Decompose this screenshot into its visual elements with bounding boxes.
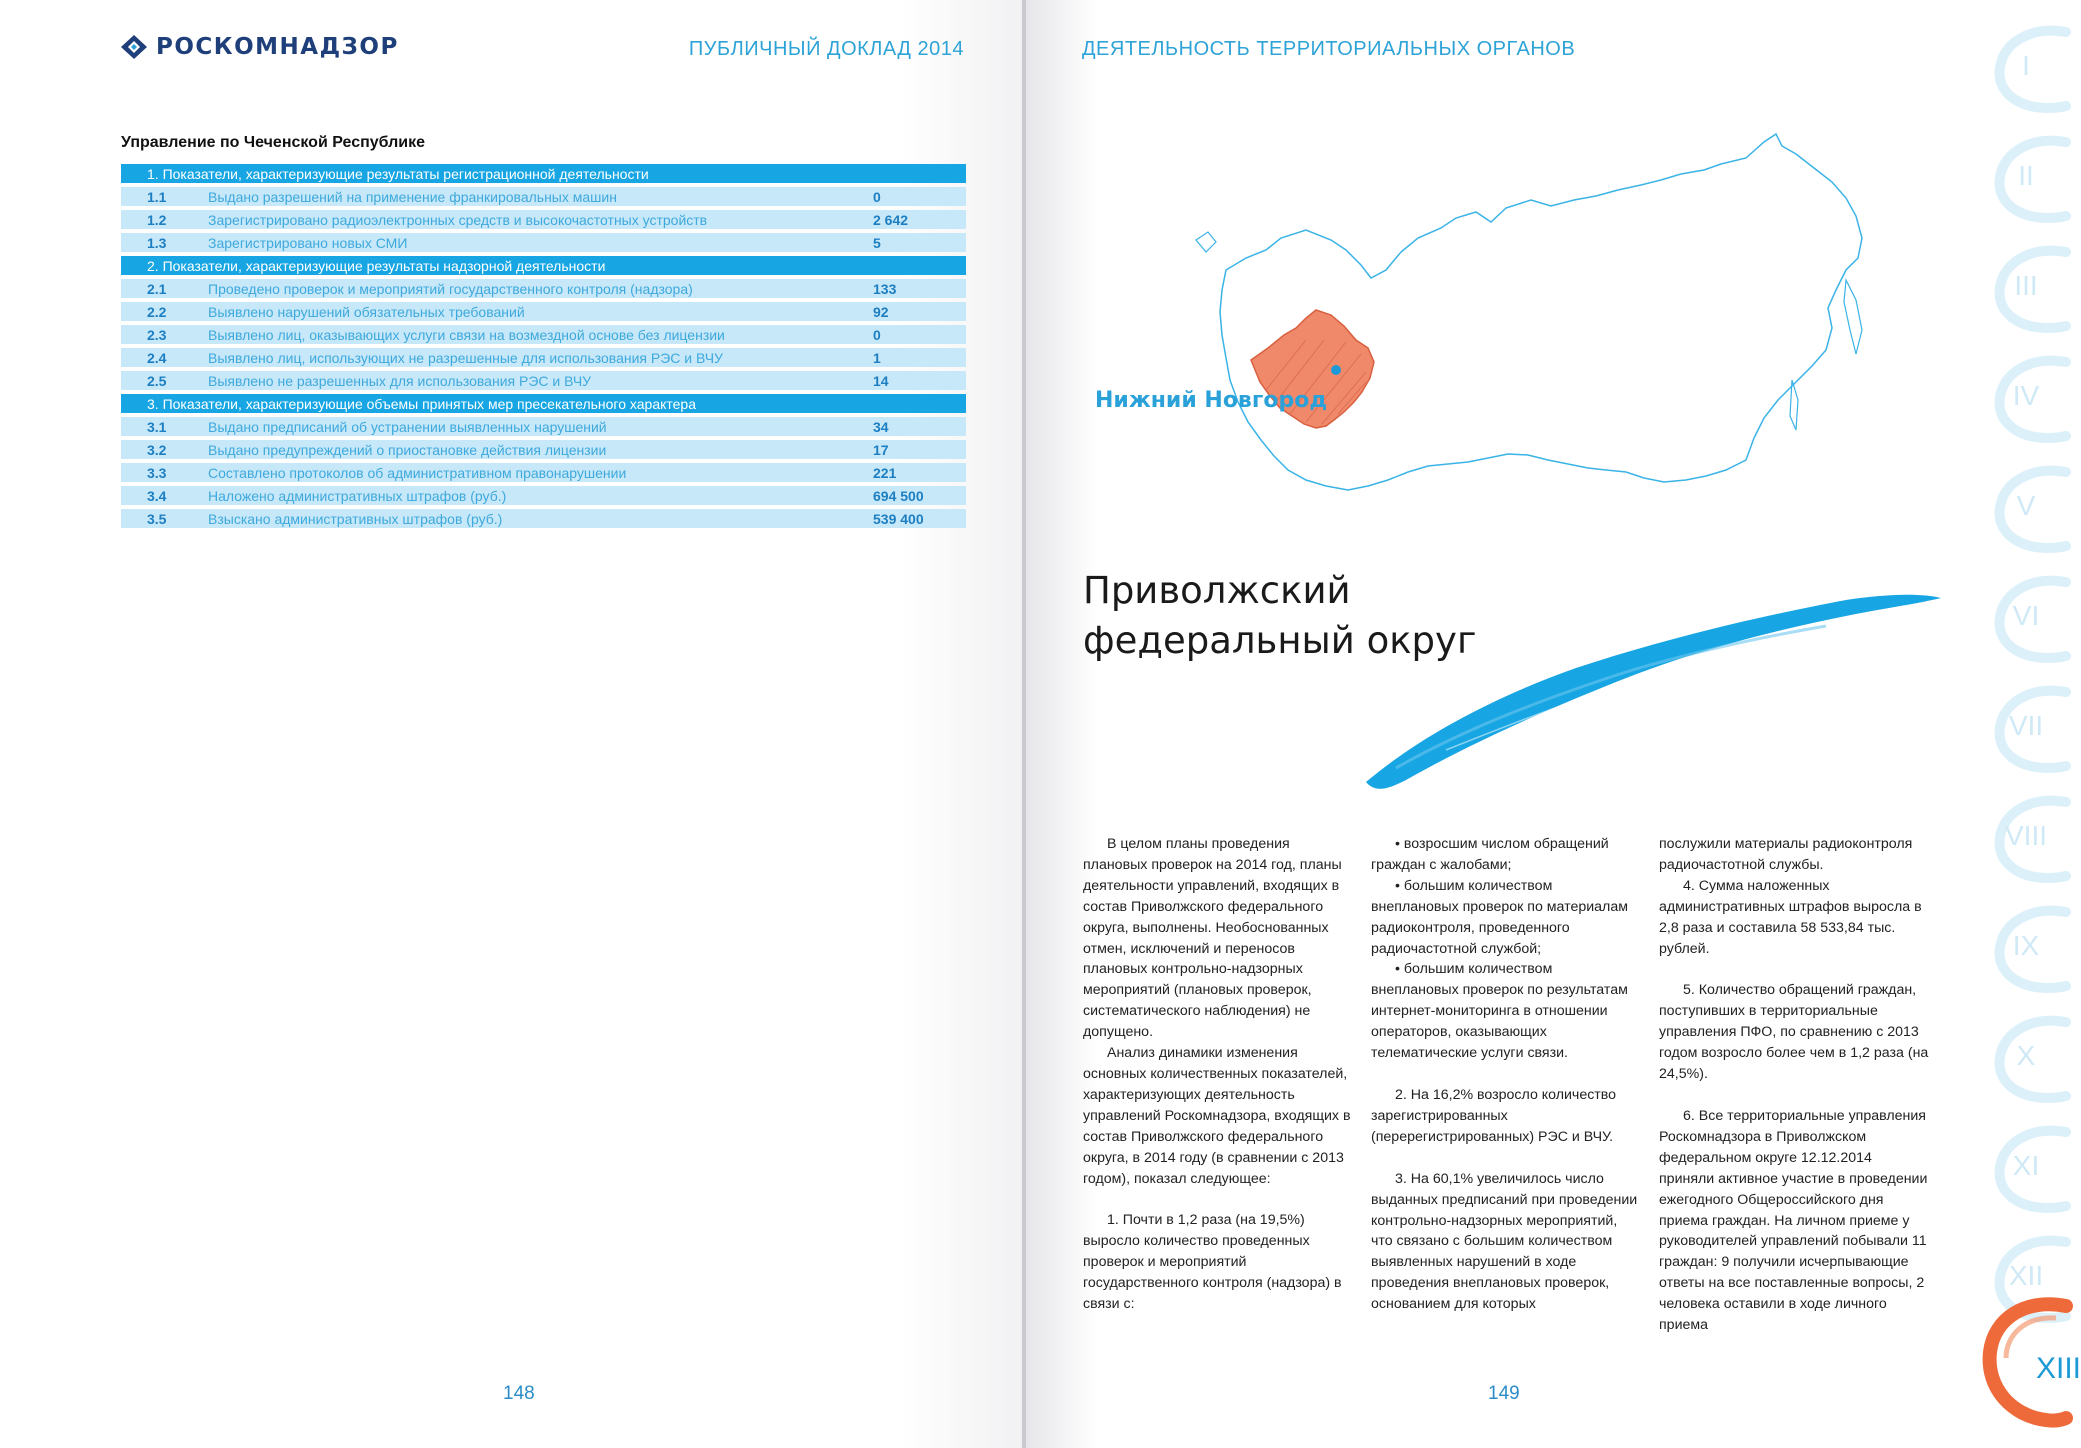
row-description: Составлено протоколов об административном правонарушении — [208, 464, 627, 481]
row-number: 3.2 — [147, 441, 167, 458]
section-label: 1. Показатели, характеризующие результаты регистрационной деятельности — [147, 165, 649, 182]
tab-viii[interactable] — [1976, 792, 2066, 882]
title-line-1: Приволжский — [1083, 569, 1351, 612]
paragraph: 2. На 16,2% возросло количество зарегистрированных (перерегистрированных) РЭС и ВЧУ. — [1371, 1086, 1617, 1145]
page-number-left: 148 — [503, 1383, 535, 1404]
row-number: 1.3 — [147, 234, 167, 251]
tab-x[interactable] — [1976, 1012, 2066, 1102]
sakhalin-outline — [1790, 380, 1798, 430]
row-value: 17 — [873, 441, 889, 458]
paragraph-gap — [1083, 1189, 1353, 1210]
text-column-1 — [1083, 834, 1353, 1315]
row-number: 1.2 — [147, 211, 167, 228]
row-value: 694 500 — [873, 487, 924, 504]
row-description: Выявлено нарушений обязательных требований — [208, 303, 525, 320]
table-row — [121, 371, 966, 390]
tab-iii[interactable] — [1976, 242, 2066, 332]
row-description: Зарегистрировано радиоэлектронных средств и высокочастотных устройств — [208, 211, 708, 228]
tab-label: VI — [2012, 600, 2040, 631]
row-number: 3.4 — [147, 487, 167, 504]
section-label: 2. Показатели, характеризующие результаты надзорной деятельности — [147, 257, 606, 274]
section-label: 3. Показатели, характеризующие объемы принятых мер пресекательного характера — [147, 395, 697, 412]
paragraph-gap — [1659, 959, 1929, 980]
tab-vi[interactable] — [1976, 572, 2066, 662]
tab-label: VII — [2008, 710, 2044, 741]
paragraph: послужили материалы радиоконтроля радиочастотной службы. — [1659, 836, 1913, 873]
table-row — [121, 210, 966, 229]
row-value: 14 — [873, 372, 889, 389]
tab-label: I — [2022, 50, 2030, 81]
tab-label: V — [2016, 490, 2036, 521]
row-description: Выдано предупреждений о приостановке действия лицензии — [208, 441, 607, 458]
paragraph: • возросшим числом обращений граждан с жалобами; — [1371, 836, 1609, 873]
tab-label: II — [2018, 160, 2034, 191]
map-city-label: Нижний Новгород — [1095, 388, 1328, 413]
paragraph: 1. Почти в 1,2 раза (на 19,5%) выросло количество проведенных проверок и мероприятий государственного контроля (надзора) в связи с: — [1083, 1212, 1342, 1313]
table-title: Управление по Чеченской Республике — [121, 134, 426, 151]
row-value: 2 642 — [873, 211, 909, 228]
row-number: 1.1 — [147, 188, 167, 205]
tab-vii[interactable] — [1976, 682, 2066, 772]
table-section-header — [121, 164, 966, 183]
paragraph: • большим количеством внеплановых проверок по результатам интернет-мониторинга в отношении операторов, оказывающих телематические услуги связи. — [1371, 961, 1628, 1062]
row-number: 3.5 — [147, 510, 167, 527]
table-row — [121, 463, 966, 482]
chapter-tabs — [1976, 0, 2081, 1448]
tab-ix[interactable] — [1976, 902, 2066, 992]
table-row — [121, 233, 966, 252]
row-description: Наложено административных штрафов (руб.) — [208, 487, 507, 504]
title-line-2: федеральный округ — [1083, 619, 1477, 662]
row-value: 5 — [873, 234, 881, 251]
row-value: 133 — [873, 280, 897, 297]
paragraph: 5. Количество обращений граждан, поступивших в территориальные управления ПФО, по сравнению с 2013 годом возросло более чем в 1,2 раза (на 24,5%). — [1659, 982, 1929, 1083]
table-row — [121, 302, 966, 321]
right-page — [1026, 0, 2081, 1448]
logo-icon — [120, 34, 148, 60]
row-description: Выдано предписаний об устранении выявленных нарушений — [208, 418, 607, 435]
text-column-3 — [1659, 834, 1929, 1336]
row-number: 2.5 — [147, 372, 167, 389]
row-value: 1 — [873, 349, 881, 366]
header-right: ДЕЯТЕЛЬНОСТЬ ТЕРРИТОРИАЛЬНЫХ ОРГАНОВ — [1082, 38, 1576, 60]
paragraph: В целом планы проведения плановых проверок на 2014 год, планы деятельности управлений, входящих в состав Приволжского федерального округа, выполнены. Необоснованных отмен, исключений и переносов плановых контрольно-надзорных мероприятий (плановых проверок, систематического наблюдения) не допущено. — [1083, 836, 1342, 1041]
row-value: 539 400 — [873, 510, 924, 527]
tab-xiii[interactable]: XIII — [2036, 1352, 2081, 1385]
paragraph-gap — [1371, 1148, 1641, 1169]
tab-label: XI — [2012, 1150, 2040, 1181]
table-row — [121, 440, 966, 459]
table-row — [121, 279, 966, 298]
tab-label: III — [2014, 270, 2038, 301]
table-row — [121, 509, 966, 528]
paragraph-gap — [1371, 1064, 1641, 1085]
row-description: Зарегистрировано новых СМИ — [208, 234, 408, 251]
table-section-header — [121, 394, 966, 413]
row-number: 3.1 — [147, 418, 167, 435]
paragraph: • большим количеством внеплановых проверок по материалам радиоконтроля, проведенного радиочастотной службой; — [1371, 877, 1628, 957]
row-number: 2.2 — [147, 303, 167, 320]
tab-label: VIII — [2004, 820, 2047, 851]
tab-label: XII — [2008, 1260, 2044, 1291]
table-row — [121, 417, 966, 436]
row-description: Выявлено лиц, оказывающих услуги связи на возмездной основе без лицензии — [208, 326, 725, 343]
row-description: Выявлено лиц, использующих не разрешенные для использования РЭС и ВЧУ — [208, 349, 723, 366]
table-row — [121, 348, 966, 367]
indicators-table — [121, 164, 966, 532]
tab-label: X — [2016, 1040, 2036, 1071]
row-number: 2.3 — [147, 326, 167, 343]
tab-v[interactable] — [1976, 462, 2066, 552]
left-page — [0, 0, 1022, 1448]
row-description: Проведено проверок и мероприятий государственного контроля (надзора) — [208, 280, 693, 297]
row-value: 92 — [873, 303, 889, 320]
row-number: 2.4 — [147, 349, 167, 366]
paragraph: 6. Все территориальные управления Роскомнадзора в Приволжском федеральном округе 12.12.2014 приняли активное участие в проведении ежегодного Общероссийского дня приема граждан. На личном приеме у руководителей управлений побывали 11 граждан: 9 получили исчерпывающие ответы на все поставленные вопросы, 2 человека оставили в ходе личного приема — [1659, 1107, 1928, 1334]
logo-text: РОСКОМНАДЗОР — [156, 34, 399, 60]
row-value: 221 — [873, 464, 897, 481]
tab-xi[interactable] — [1976, 1122, 2066, 1212]
tab-i[interactable] — [1976, 22, 2066, 112]
paragraph: 3. На 60,1% увеличилось число выданных предписаний при проведении контрольно-надзорных мероприятий, что связано с большим количеством выявленных нарушений в ходе проведения внеплановых проверок, основанием для которых — [1371, 1170, 1638, 1313]
russia-map — [1156, 130, 1876, 530]
header-left: ПУБЛИЧНЫЙ ДОКЛАД 2014 — [688, 38, 964, 60]
row-number: 3.3 — [147, 464, 167, 481]
tab-ii[interactable] — [1976, 132, 2066, 222]
paragraph: 4. Сумма наложенных административных штрафов выросла в 2,8 раза и составила 58 533,84 тыс. рублей. — [1659, 877, 1922, 957]
kamchatka-outline — [1844, 280, 1862, 354]
table-row — [121, 486, 966, 505]
table-section-header — [121, 256, 966, 275]
crimea-outline — [1196, 232, 1216, 252]
row-value: 34 — [873, 418, 889, 435]
brush-stroke-decoration — [1326, 590, 1946, 800]
paragraph: Анализ динамики изменения основных количественных показателей, характеризующих деятельность управлений Роскомнадзора, входящих в состав Приволжского федерального округа, в 2014 году (в сравнении с 2013 годом), показал следующее: — [1083, 1045, 1351, 1187]
page-number-right: 149 — [1488, 1383, 1520, 1404]
row-value: 0 — [873, 326, 881, 343]
tab-label: IX — [2012, 930, 2040, 961]
tab-iv[interactable] — [1976, 352, 2066, 442]
paragraph-gap — [1659, 1085, 1929, 1106]
row-number: 2.1 — [147, 280, 167, 297]
tab-label: IV — [2012, 380, 2040, 411]
row-value: 0 — [873, 188, 881, 205]
nizhny-novgorod-marker — [1331, 365, 1341, 375]
row-description: Взыскано административных штрафов (руб.) — [208, 510, 503, 527]
roskomnadzor-logo — [120, 34, 399, 60]
table-row — [121, 325, 966, 344]
row-description: Выявлено не разрешенных для использования РЭС и ВЧУ — [208, 372, 592, 389]
text-column-2 — [1371, 834, 1641, 1315]
table-row — [121, 187, 966, 206]
row-description: Выдано разрешений на применение франкировальных машин — [208, 188, 617, 205]
